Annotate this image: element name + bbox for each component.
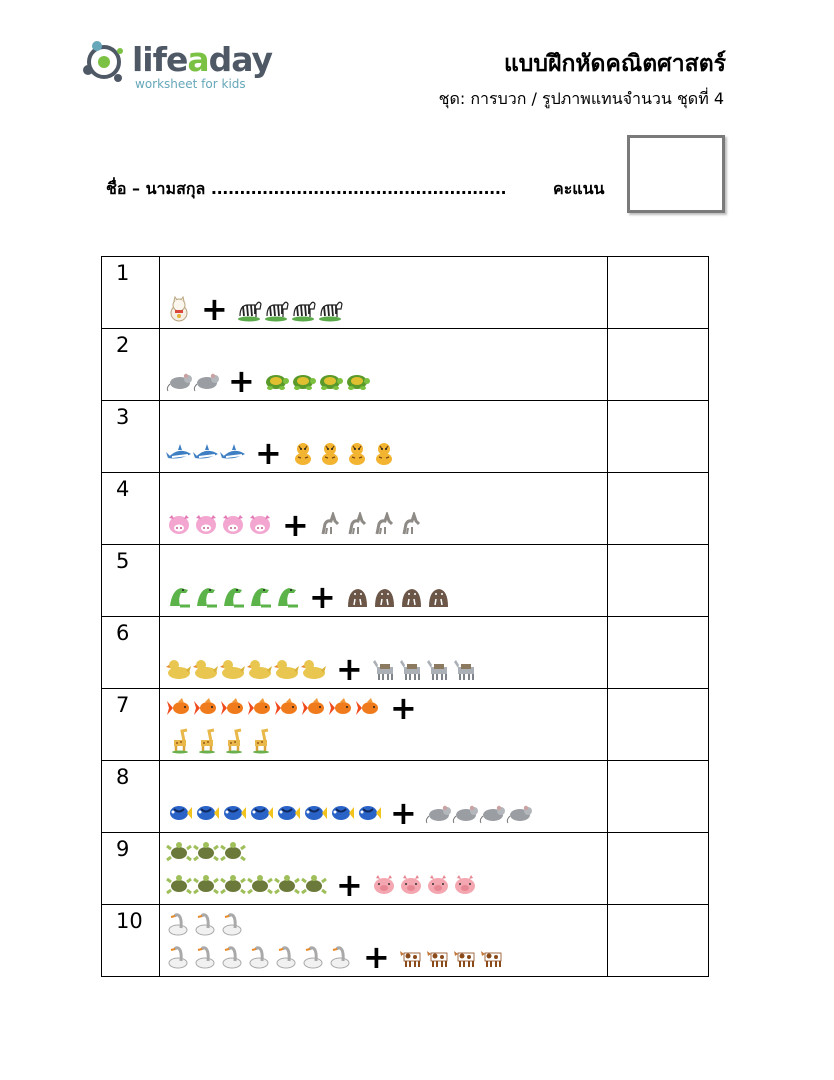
goldfish-icon (301, 695, 328, 721)
name-field (106, 178, 506, 200)
duck-icon (274, 656, 301, 682)
picture-line-bottom (166, 578, 452, 616)
goldfish-icon (274, 695, 301, 721)
shark-icon (166, 440, 193, 466)
giraffe-icon (166, 728, 193, 754)
blue-fish-icon (193, 800, 220, 826)
plus-sign: + (255, 434, 282, 472)
giraffe-icon (247, 728, 274, 754)
zebra-icon (263, 296, 290, 322)
blue-fish-icon (220, 800, 247, 826)
answer-box[interactable] (608, 473, 709, 545)
problem-number: 7 (102, 689, 160, 761)
problem-row (102, 545, 709, 617)
blue-fish-icon (274, 800, 301, 826)
goose-icon (247, 944, 274, 970)
pig-face-icon (220, 512, 247, 538)
lucky-cat-icon (166, 296, 193, 322)
cow-icon (425, 944, 452, 970)
answer-box[interactable] (608, 833, 709, 905)
goldfish-icon (166, 695, 193, 721)
pig-face-icon (193, 512, 220, 538)
problem-number: 2 (102, 329, 160, 401)
duck-icon (220, 656, 247, 682)
problem-number: 6 (102, 617, 160, 689)
logo-molecule-icon (82, 38, 132, 88)
cow-icon (452, 944, 479, 970)
problem-pictures (160, 905, 608, 977)
turtle-icon (344, 368, 371, 394)
giraffe-icon (193, 728, 220, 754)
pig-icon (452, 872, 479, 898)
tiger-icon (290, 440, 317, 466)
sea-turtle-icon (166, 872, 193, 898)
goose-icon (166, 944, 193, 970)
picture-line-top (166, 910, 247, 938)
duck-icon (193, 656, 220, 682)
walrus-icon (344, 584, 371, 610)
plus-sign: + (228, 362, 255, 400)
logo (82, 38, 272, 96)
donkey-icon (344, 512, 371, 538)
answer-box[interactable] (608, 329, 709, 401)
turtle-icon (263, 368, 290, 394)
mule-icon (398, 656, 425, 682)
problem-pictures (160, 401, 608, 473)
zebra-icon (317, 296, 344, 322)
sea-turtle-icon (166, 839, 193, 865)
rat-icon (479, 800, 506, 826)
goose-icon (301, 944, 328, 970)
goldfish-icon (328, 695, 355, 721)
crocodile-icon (166, 584, 193, 610)
pig-icon (371, 872, 398, 898)
plus-sign: + (336, 866, 363, 904)
tiger-icon (371, 440, 398, 466)
problem-row (102, 329, 709, 401)
crocodile-icon (220, 584, 247, 610)
tiger-icon (317, 440, 344, 466)
problem-pictures (160, 545, 608, 617)
goldfish-icon (193, 695, 220, 721)
pig-icon (398, 872, 425, 898)
goldfish-icon (220, 695, 247, 721)
problem-number: 5 (102, 545, 160, 617)
turtle-icon (317, 368, 344, 394)
plus-sign: + (390, 794, 417, 832)
logo-wordmark: lifeaday (132, 40, 273, 79)
blue-fish-icon (355, 800, 382, 826)
sea-turtle-icon (247, 872, 274, 898)
worksheet-subtitle: ชุด: การบวก / รูปภาพแทนจำนวน ชุดที่ 4 (438, 89, 724, 108)
blue-fish-icon (166, 800, 193, 826)
plus-sign: + (309, 578, 336, 616)
answer-box[interactable] (608, 545, 709, 617)
blue-fish-icon (301, 800, 328, 826)
picture-line-bottom (166, 650, 479, 688)
problem-row (102, 473, 709, 545)
rat-icon (452, 800, 479, 826)
name-label: ชื่อ – นามสกุล (106, 179, 206, 198)
problem-pictures (160, 617, 608, 689)
problem-number: 9 (102, 833, 160, 905)
goose-icon (220, 944, 247, 970)
problem-pictures (160, 689, 608, 761)
problem-number: 8 (102, 761, 160, 833)
picture-line-bottom (166, 794, 533, 832)
goose-icon (328, 944, 355, 970)
answer-box[interactable] (608, 401, 709, 473)
blue-fish-icon (328, 800, 355, 826)
goose-icon (220, 911, 247, 937)
goose-icon (166, 911, 193, 937)
answer-box[interactable] (608, 761, 709, 833)
walrus-icon (398, 584, 425, 610)
giraffe-icon (220, 728, 247, 754)
picture-line-bottom (166, 727, 274, 755)
problem-row (102, 617, 709, 689)
sea-turtle-icon (220, 839, 247, 865)
problem-pictures (160, 473, 608, 545)
plus-sign: + (336, 650, 363, 688)
sea-turtle-icon (301, 872, 328, 898)
problem-number: 10 (102, 905, 160, 977)
picture-line-bottom (166, 866, 479, 904)
problem-row (102, 833, 709, 905)
donkey-icon (371, 512, 398, 538)
answer-box[interactable] (608, 257, 709, 329)
answer-box[interactable] (608, 905, 709, 977)
pig-face-icon (166, 512, 193, 538)
picture-line-bottom (166, 362, 371, 400)
problem-number: 1 (102, 257, 160, 329)
donkey-icon (398, 512, 425, 538)
zebra-icon (236, 296, 263, 322)
answer-box[interactable] (608, 689, 709, 761)
picture-line-top (166, 689, 425, 727)
logo-tagline: worksheet for kids (135, 77, 246, 91)
problem-pictures (160, 329, 608, 401)
picture-line-bottom (166, 434, 398, 472)
picture-line-top (166, 838, 247, 866)
pig-face-icon (247, 512, 274, 538)
goose-icon (274, 944, 301, 970)
walrus-icon (371, 584, 398, 610)
rat-icon (193, 368, 220, 394)
problem-row (102, 689, 709, 761)
shark-icon (193, 440, 220, 466)
problem-row (102, 761, 709, 833)
cow-icon (398, 944, 425, 970)
score-box (627, 135, 725, 213)
crocodile-icon (193, 584, 220, 610)
turtle-icon (290, 368, 317, 394)
sea-turtle-icon (274, 872, 301, 898)
goldfish-icon (247, 695, 274, 721)
goldfish-icon (355, 695, 382, 721)
tiger-icon (344, 440, 371, 466)
mule-icon (371, 656, 398, 682)
problem-row (102, 257, 709, 329)
cow-icon (479, 944, 506, 970)
walrus-icon (425, 584, 452, 610)
problem-pictures (160, 257, 608, 329)
problem-number: 3 (102, 401, 160, 473)
name-blank-line: .................................................... (210, 179, 507, 198)
rat-icon (425, 800, 452, 826)
goose-icon (193, 911, 220, 937)
plus-sign: + (390, 689, 417, 727)
mule-icon (425, 656, 452, 682)
sea-turtle-icon (193, 839, 220, 865)
problem-pictures (160, 761, 608, 833)
answer-box[interactable] (608, 617, 709, 689)
duck-icon (166, 656, 193, 682)
crocodile-icon (247, 584, 274, 610)
donkey-icon (317, 512, 344, 538)
sea-turtle-icon (193, 872, 220, 898)
picture-line-bottom (166, 506, 425, 544)
picture-line-bottom (166, 290, 344, 328)
goose-icon (193, 944, 220, 970)
problem-number: 4 (102, 473, 160, 545)
problem-row (102, 401, 709, 473)
mule-icon (452, 656, 479, 682)
plus-sign: + (201, 290, 228, 328)
sea-turtle-icon (220, 872, 247, 898)
plus-sign: + (282, 506, 309, 544)
score-label: คะแนน (553, 179, 605, 198)
plus-sign: + (363, 938, 390, 976)
worksheet-title: แบบฝึกหัดคณิตศาสตร์ (503, 51, 726, 77)
zebra-icon (290, 296, 317, 322)
duck-icon (247, 656, 274, 682)
shark-icon (220, 440, 247, 466)
rat-icon (506, 800, 533, 826)
problem-row (102, 905, 709, 977)
rat-icon (166, 368, 193, 394)
problem-pictures (160, 833, 608, 905)
pig-icon (425, 872, 452, 898)
blue-fish-icon (247, 800, 274, 826)
picture-line-bottom (166, 938, 506, 976)
problem-table (101, 256, 709, 977)
duck-icon (301, 656, 328, 682)
crocodile-icon (274, 584, 301, 610)
